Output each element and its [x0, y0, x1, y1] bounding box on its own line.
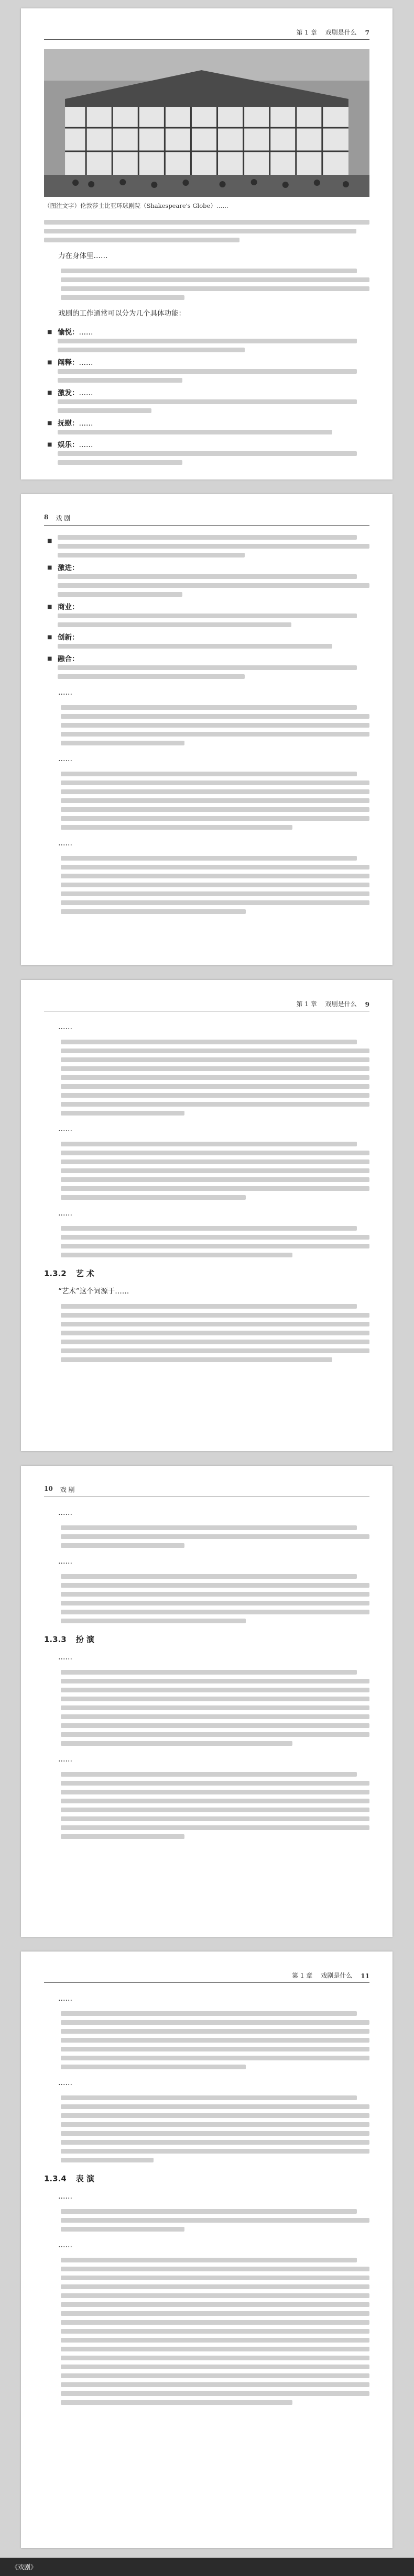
globe-theatre-illustration [44, 49, 369, 197]
paragraph: …… [58, 839, 72, 847]
paragraph: …… [58, 1755, 72, 1764]
paragraph: 力在身体里…… [58, 252, 108, 260]
section-heading: 1.3.3 扮 演 [44, 1635, 94, 1644]
page-8 [21, 494, 393, 965]
paragraph-text-lines [44, 2011, 369, 2069]
paragraph-text-lines [44, 1142, 369, 1200]
header-title: 戏剧是什么 [325, 1000, 357, 1008]
page-number: 8 [44, 514, 49, 521]
paragraph: …… [58, 1209, 72, 1218]
paragraph: …… [58, 1023, 72, 1031]
footer-label: 《戏剧》 [12, 2563, 37, 2571]
header-title: 戏 剧 [60, 1486, 75, 1493]
page-9 [21, 980, 393, 1451]
list-item [58, 535, 369, 557]
header-title: 戏剧是什么 [325, 29, 357, 36]
globe-theatre-photo [44, 49, 369, 197]
running-header [44, 22, 369, 40]
list-item: ■ 激发：…… [58, 387, 369, 413]
running-header [44, 1965, 369, 1983]
header-chapter: 第 1 章 [296, 29, 317, 36]
header-title: 戏 剧 [56, 515, 71, 522]
list-item: ■ 娱乐：…… [58, 439, 369, 465]
header-title: 戏剧是什么 [321, 1972, 353, 1979]
function-list [44, 326, 369, 465]
running-header [44, 1479, 369, 1497]
functions-intro: 戏剧的工作通常可以分为几个具体功能： [58, 309, 186, 318]
page-number: 7 [365, 29, 369, 37]
paragraph: “艺术”这个词源于…… [58, 1287, 129, 1296]
paragraph-text-lines [44, 1525, 369, 1548]
paragraph-text-lines [44, 269, 369, 300]
section-heading: 1.3.2 艺 术 [44, 1269, 94, 1278]
paragraph-text-lines [44, 1040, 369, 1116]
page-11 [21, 1951, 393, 2548]
running-header [44, 508, 369, 526]
paragraph-text-lines [44, 2095, 369, 2162]
running-header [44, 994, 369, 1011]
list-item: ■ 商业： [58, 601, 369, 627]
paragraph-text-lines [44, 1574, 369, 1623]
list-item: ■ 融合： [58, 653, 369, 679]
list-item: ■ 创新： [58, 631, 369, 649]
paragraph-text-lines [44, 1304, 369, 1362]
page-number: 9 [365, 1001, 369, 1008]
paragraph: …… [58, 2241, 72, 2249]
paragraph-text-lines [44, 1670, 369, 1746]
paragraph-text-lines [44, 2209, 369, 2232]
paragraph-text-lines [44, 1772, 369, 1839]
paragraph: …… [58, 1509, 72, 1517]
section-heading: 1.3.4 表 演 [44, 2174, 94, 2183]
photo-caption: （图注文字）伦敦莎士比亚环球剧院（Shakespeare's Globe）…… [44, 202, 228, 209]
page-7 [21, 8, 393, 479]
paragraph-text-lines [44, 772, 369, 830]
list-item: ■ 激进： [58, 562, 369, 597]
list-item: ■ 抚慰：…… [58, 417, 369, 434]
paragraph: …… [58, 1994, 72, 2003]
page-10 [21, 1466, 393, 1937]
list-item: ■ 阐释：…… [58, 356, 369, 383]
caption-text-lines [44, 220, 369, 242]
paragraph: …… [58, 2079, 72, 2087]
header-chapter: 第 1 章 [292, 1972, 313, 1979]
paragraph: …… [58, 1653, 72, 1661]
header-chapter: 第 1 章 [296, 1000, 317, 1008]
paragraph-text-lines [44, 705, 369, 745]
viewer-footer-bar [0, 2558, 414, 2576]
paragraph: …… [58, 755, 72, 763]
list-item: ■ 愉悦：…… [58, 326, 369, 352]
paragraph: …… [58, 1557, 72, 1566]
paragraph: …… [58, 1125, 72, 1133]
paragraph-text-lines [44, 2258, 369, 2405]
paragraph-text-lines [44, 856, 369, 914]
page-number: 11 [361, 1972, 369, 1980]
function-list [44, 535, 369, 679]
paragraph-text-lines [44, 1226, 369, 1257]
paragraph: …… [58, 2192, 72, 2201]
paragraph: …… [58, 688, 72, 697]
page-number: 10 [44, 1485, 53, 1492]
